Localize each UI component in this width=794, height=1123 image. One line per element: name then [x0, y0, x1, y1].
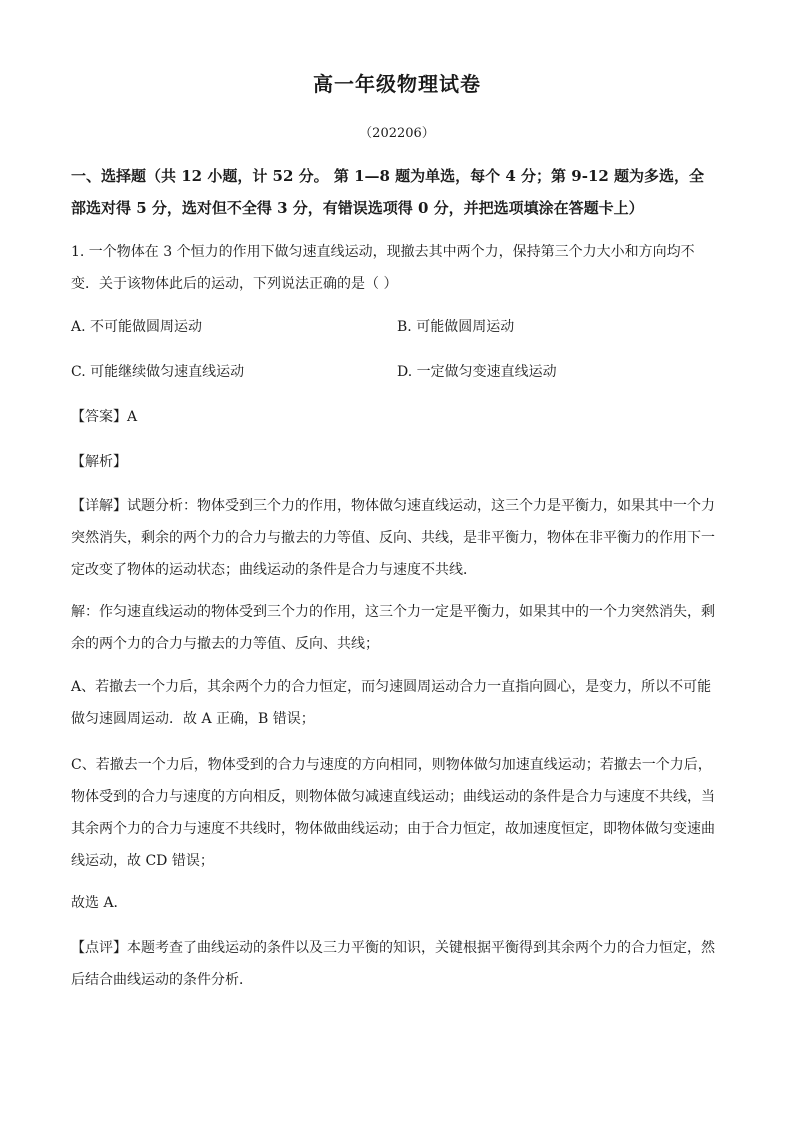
- answer-value: A: [127, 409, 138, 425]
- comment-paragraph: [71, 932, 726, 996]
- point-a-line-1: A、若撤去一个力后，其余两个力的合力恒定，而匀速圆周运动合力一直指向圆心，是变力，所以不可能: [71, 679, 712, 695]
- point-c-line-1: C、若撤去一个力后，物体受到的合力与速度的方向相同，则物体做匀加速直线运动；若撤去一个力后，: [71, 757, 712, 773]
- question-stem-line-1: 1. 一个物体在 3 个恒力的作用下做匀速直线运动，现撤去其中两个力，保持第三个力大小和方向均不: [71, 244, 695, 260]
- detail-line-3: 定改变了物体的运动状态；曲线运动的条件是合力与速度不共线．: [71, 562, 477, 578]
- point-c-line-2: 物体受到的合力与速度的方向相反，则物体做匀减速直线运动；曲线运动的条件是合力与速度不共线，当: [71, 789, 715, 805]
- analysis-label: 【解析】: [71, 454, 127, 470]
- question-stem-line-2: 变．关于该物体此后的运动，下列说法正确的是（ ）: [71, 276, 398, 292]
- option-a: A. 不可能做圆周运动: [71, 319, 203, 335]
- section-heading: [71, 160, 721, 224]
- answer-line: [71, 406, 137, 428]
- detail-line-2: 突然消失，剩余的两个力的合力与撤去的力等值、反向、共线，是非平衡力，物体在非平衡力的作用下一: [71, 530, 715, 546]
- solution-paragraph: [71, 596, 726, 660]
- question-stem: [71, 236, 726, 300]
- section-heading-line-1: 一、选择题（共 12 小题，计 52 分。 第 1—8 题为单选，每个 4 分；第 9-12 题为多选，全: [71, 167, 705, 185]
- point-c-paragraph: [71, 749, 726, 877]
- point-c-line-4: 线运动，故 CD 错误；: [71, 853, 214, 869]
- comment-line-1: 【点评】本题考查了曲线运动的条件以及三力平衡的知识，关键根据平衡得到其余两个力的合力恒定，然: [71, 940, 715, 956]
- detail-paragraph: [71, 490, 726, 586]
- point-a-line-2: 做匀速圆周运动．故 A 正确，B 错误；: [71, 711, 315, 727]
- section-heading-line-2: 部选对得 5 分，选对但不全得 3 分，有错误选项得 0 分，并把选项填涂在答题卡上）: [71, 199, 644, 217]
- comment-line-2: 后结合曲线运动的条件分析．: [71, 972, 253, 988]
- option-c: C. 可能继续做匀速直线运动: [71, 364, 245, 380]
- exam-date: （202206）: [359, 126, 435, 141]
- answer-label: 【答案】: [71, 409, 127, 425]
- detail-line-1: 【详解】试题分析：物体受到三个力的作用，物体做匀速直线运动，这三个力是平衡力，如果其中一个力: [71, 498, 715, 514]
- point-c-line-3: 其余两个力的合力与速度不共线时，物体做曲线运动；由于合力恒定，故加速度恒定，即物体做匀变速曲: [71, 821, 715, 837]
- option-b: B. 可能做圆周运动: [397, 319, 515, 335]
- option-d: D. 一定做匀变速直线运动: [397, 364, 557, 380]
- point-a-paragraph: [71, 671, 726, 735]
- solution-line-2: 余的两个力的合力与撤去的力等值、反向、共线；: [71, 636, 379, 652]
- page-title: 高一年级物理试卷: [313, 72, 481, 96]
- solution-line-1: 解：作匀速直线运动的物体受到三个力的作用，这三个力一定是平衡力，如果其中的一个力突然消失，剩: [71, 604, 715, 620]
- conclusion: 故选 A．: [71, 895, 128, 911]
